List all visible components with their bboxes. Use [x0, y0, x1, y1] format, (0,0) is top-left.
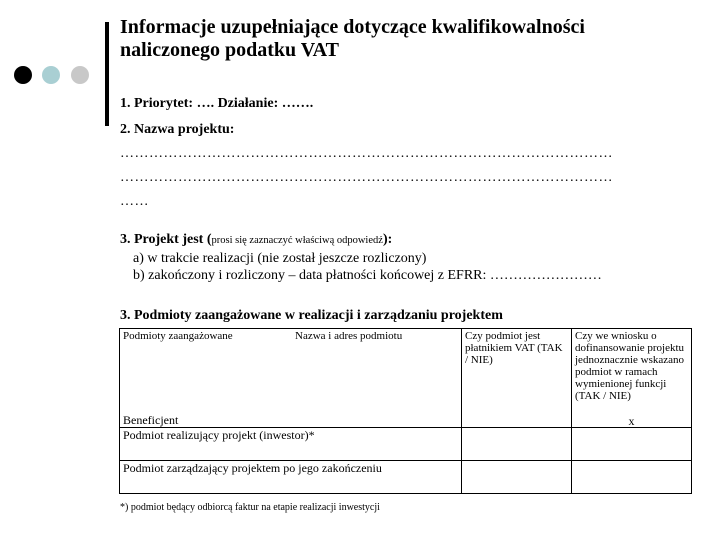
vertical-accent-bar [105, 22, 109, 126]
project-name-dots-2: ………………………………………………………………………………………… [120, 170, 613, 185]
project-status-label-end: ): [382, 232, 393, 247]
page-title: Informacje uzupełniające dotyczące kwalifikowalności naliczonego podatku VAT [120, 16, 585, 61]
row-inwestor-label: Podmiot realizujący projekt (inwestor)* [120, 428, 462, 461]
entities-heading: 3. Podmioty zaangażowane w realizacji i zarządzaniu projektem [120, 308, 503, 323]
project-name-dots-1: ………………………………………………………………………………………… [120, 146, 613, 161]
bullet-dot-gray [71, 66, 89, 84]
project-name-dots-3: …… [120, 194, 149, 209]
bullet-dot-black [14, 66, 32, 84]
project-status-hint: prosi się zaznaczyć właściwą odpowiedź [211, 235, 383, 246]
row-zarzadzajacy-label: Podmiot zarządzający projektem po jego zakończeniu [120, 461, 462, 494]
project-name-label: 2. Nazwa projektu: [120, 122, 235, 137]
status-option-b: b) zakończony i rozliczony – data płatności końcowej z EFRR: …………………… [133, 268, 602, 283]
row-zarzadzajacy-vat [462, 461, 572, 494]
table-row [120, 461, 692, 494]
header-application: Czy we wniosku o dofinansowanie projektu jednoznacznie wskazano podmiot w ramach wymienionej funkcji (TAK / NIE) [575, 330, 685, 402]
header-application-cell [572, 329, 692, 428]
row-beneficjent-label: Beneficjent [123, 413, 179, 427]
header-entities-cell [120, 329, 462, 428]
row-beneficjent-mark: x [628, 414, 635, 428]
header-name-address: Nazwa i adres podmiotu [295, 330, 403, 342]
entities-table [119, 328, 692, 494]
header-vat-payer: Czy podmiot jest płatnikiem VAT (TAK / NIE) [462, 329, 572, 428]
row-inwestor-application [572, 428, 692, 461]
footnote: *) podmiot będący odbiorcą faktur na etapie realizacji inwestycji [120, 502, 380, 513]
priority-line: 1. Priorytet: …. Działanie: ……. [120, 96, 314, 111]
project-status-heading [120, 232, 392, 249]
header-entities: Podmioty zaangażowane [123, 330, 233, 342]
project-status-label: 3. Projekt jest ( [120, 232, 212, 247]
table-row [120, 428, 692, 461]
bullet-dot-teal [42, 66, 60, 84]
status-option-a: a) w trakcie realizacji (nie został jeszcze rozliczony) [133, 251, 427, 266]
row-zarzadzajacy-application [572, 461, 692, 494]
row-inwestor-vat [462, 428, 572, 461]
